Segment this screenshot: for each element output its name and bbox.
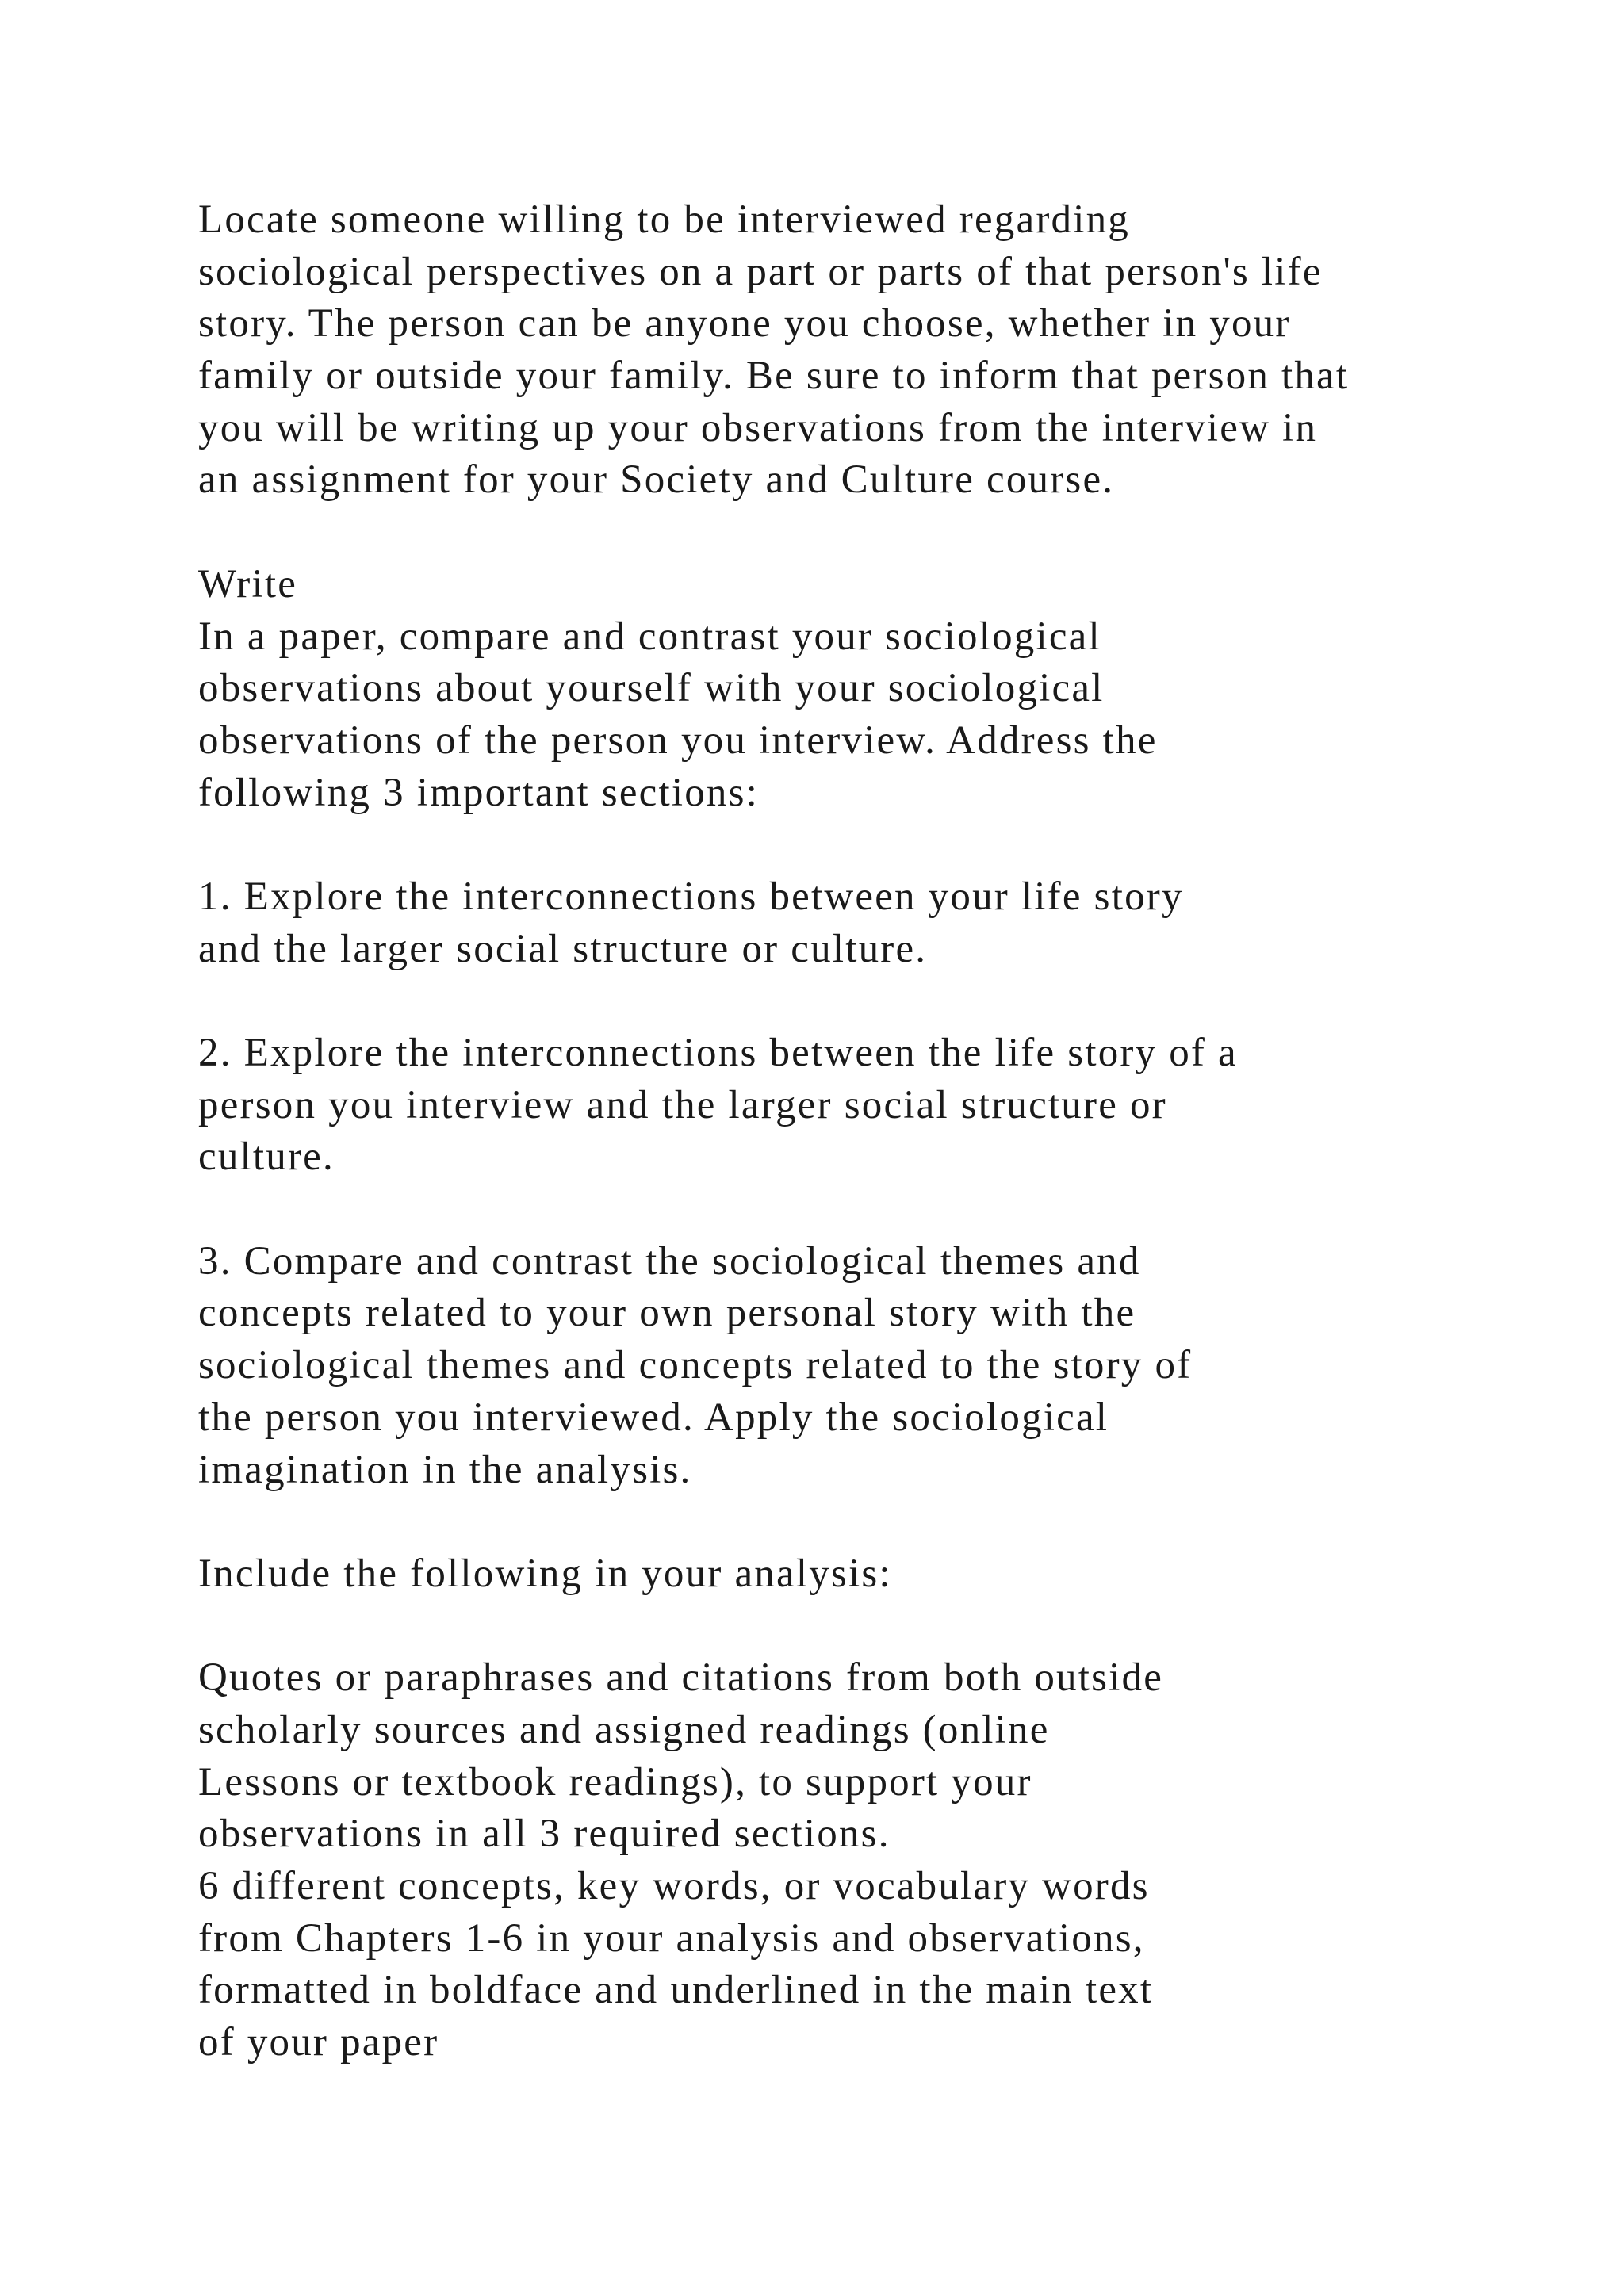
include-heading: Include the following in your analysis: [198, 1551, 892, 1596]
blank-line [198, 1496, 1546, 1548]
requirement-1-line-2: scholarly sources and assigned readings (online [198, 1707, 1050, 1752]
list-item-3-line-3: sociological themes and concepts related to the story of [198, 1343, 1193, 1388]
text-line-4: family or outside your family. Be sure to inform that person that [198, 354, 1350, 399]
assignment-text [198, 194, 1546, 2069]
blank-line [198, 1184, 1546, 1236]
requirement-2-line-2: from Chapters 1-6 in your analysis and observations, [198, 1915, 1145, 1961]
list-item-3-line-1: 3. Compare and contrast the sociological themes and [198, 1238, 1141, 1284]
requirement-2-line-3: formatted in boldface and underlined in the main text [198, 1968, 1154, 2013]
section-heading-write: Write [198, 561, 298, 607]
list-item-1-line-2: and the larger social structure or culture. [198, 926, 928, 971]
list-item-2-line-2: person you interview and the larger social structure or [198, 1082, 1167, 1127]
requirement-2-line-1: 6 different concepts, key words, or vocabulary words [198, 1864, 1150, 1908]
text-line-12: following 3 important sections: [198, 770, 760, 815]
blank-line [198, 819, 1546, 871]
text-line-9: In a paper, compare and contrast your sociological [198, 614, 1101, 659]
requirement-1-line-4: observations in all 3 required sections. [198, 1812, 891, 1857]
blank-line [198, 1601, 1546, 1653]
text-line-2: sociological perspectives on a part or parts of that person's life [198, 249, 1323, 294]
requirement-2-line-4: of your paper [198, 2020, 439, 2065]
list-item-3-line-2: concepts related to your own personal story with the [198, 1291, 1136, 1336]
blank-line [198, 507, 1546, 559]
list-item-2-line-1: 2. Explore the interconnections between the life story of a [198, 1031, 1238, 1075]
text-line-3: story. The person can be anyone you choose, whether in your [198, 301, 1291, 346]
blank-line [198, 975, 1546, 1027]
requirement-1-line-1: Quotes or paraphrases and citations from both outside [198, 1655, 1164, 1701]
text-line-1: Locate someone willing to be interviewed regarding [198, 197, 1130, 242]
text-line-5: you will be writing up your observations from the interview in [198, 405, 1318, 450]
text-line-11: observations of the person you interview. Address the [198, 718, 1158, 763]
text-line-10: observations about yourself with your sociological [198, 666, 1105, 711]
list-item-1-line-1: 1. Explore the interconnections between your life story [198, 874, 1184, 919]
list-item-3-line-4: the person you interviewed. Apply the sociological [198, 1395, 1109, 1440]
requirement-1-line-3: Lessons or textbook readings), to support your [198, 1759, 1032, 1804]
list-item-2-line-3: culture. [198, 1135, 335, 1180]
list-item-3-line-5: imagination in the analysis. [198, 1447, 692, 1492]
text-line-6: an assignment for your Society and Culture course. [198, 457, 1115, 503]
